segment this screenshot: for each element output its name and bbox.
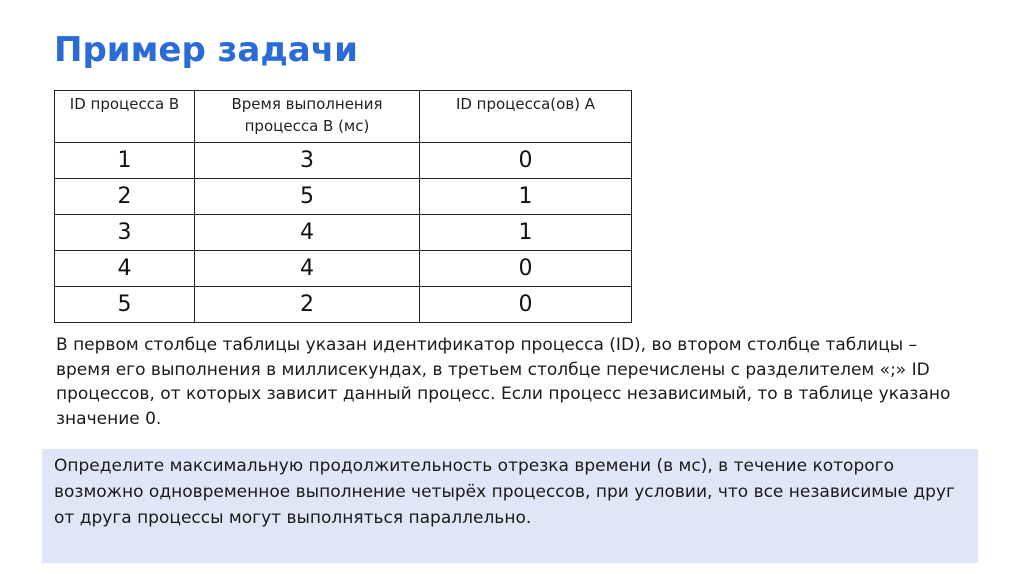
slide-title: Пример задачи xyxy=(54,30,358,70)
table-row xyxy=(55,287,632,323)
table-row xyxy=(55,215,632,251)
cell-execution-time: 5 xyxy=(195,179,420,215)
cell-process-id: 4 xyxy=(55,251,195,287)
header-process-id-b: ID процесса B xyxy=(55,91,195,143)
table-row xyxy=(55,179,632,215)
cell-process-id: 1 xyxy=(55,143,195,179)
description-paragraph: В первом столбце таблицы указан идентификатор процесса (ID), во втором столбце таблицы – время его выполнения в миллисекундах, в третьем столбце перечислены с разделителем «;» ID процессов, от которых зависит данный процесс. Если процесс независимый, то в таблице указано значение 0. xyxy=(56,335,951,429)
cell-process-id: 3 xyxy=(55,215,195,251)
header-execution-time: Время выполнения процесса B (мс) xyxy=(195,91,420,143)
cell-execution-time: 3 xyxy=(195,143,420,179)
table-row xyxy=(55,251,632,287)
cell-execution-time: 2 xyxy=(195,287,420,323)
cell-execution-time: 4 xyxy=(195,215,420,251)
header-process-ids-a: ID процесса(ов) A xyxy=(420,91,632,143)
table-row xyxy=(55,143,632,179)
process-table xyxy=(54,90,632,323)
cell-dependencies: 1 xyxy=(420,215,632,251)
cell-dependencies: 1 xyxy=(420,179,632,215)
cell-dependencies: 0 xyxy=(420,287,632,323)
table-header-row xyxy=(55,91,632,143)
cell-process-id: 5 xyxy=(55,287,195,323)
question-box: Определите максимальную продолжительность отрезка времени (в мс), в течение которого возможно одновременное выполнение четырёх процессов, при условии, что все независимые друг от друга процессы могут выполняться параллельно. xyxy=(42,449,978,563)
cell-process-id: 2 xyxy=(55,179,195,215)
cell-dependencies: 0 xyxy=(420,143,632,179)
cell-dependencies: 0 xyxy=(420,251,632,287)
cell-execution-time: 4 xyxy=(195,251,420,287)
